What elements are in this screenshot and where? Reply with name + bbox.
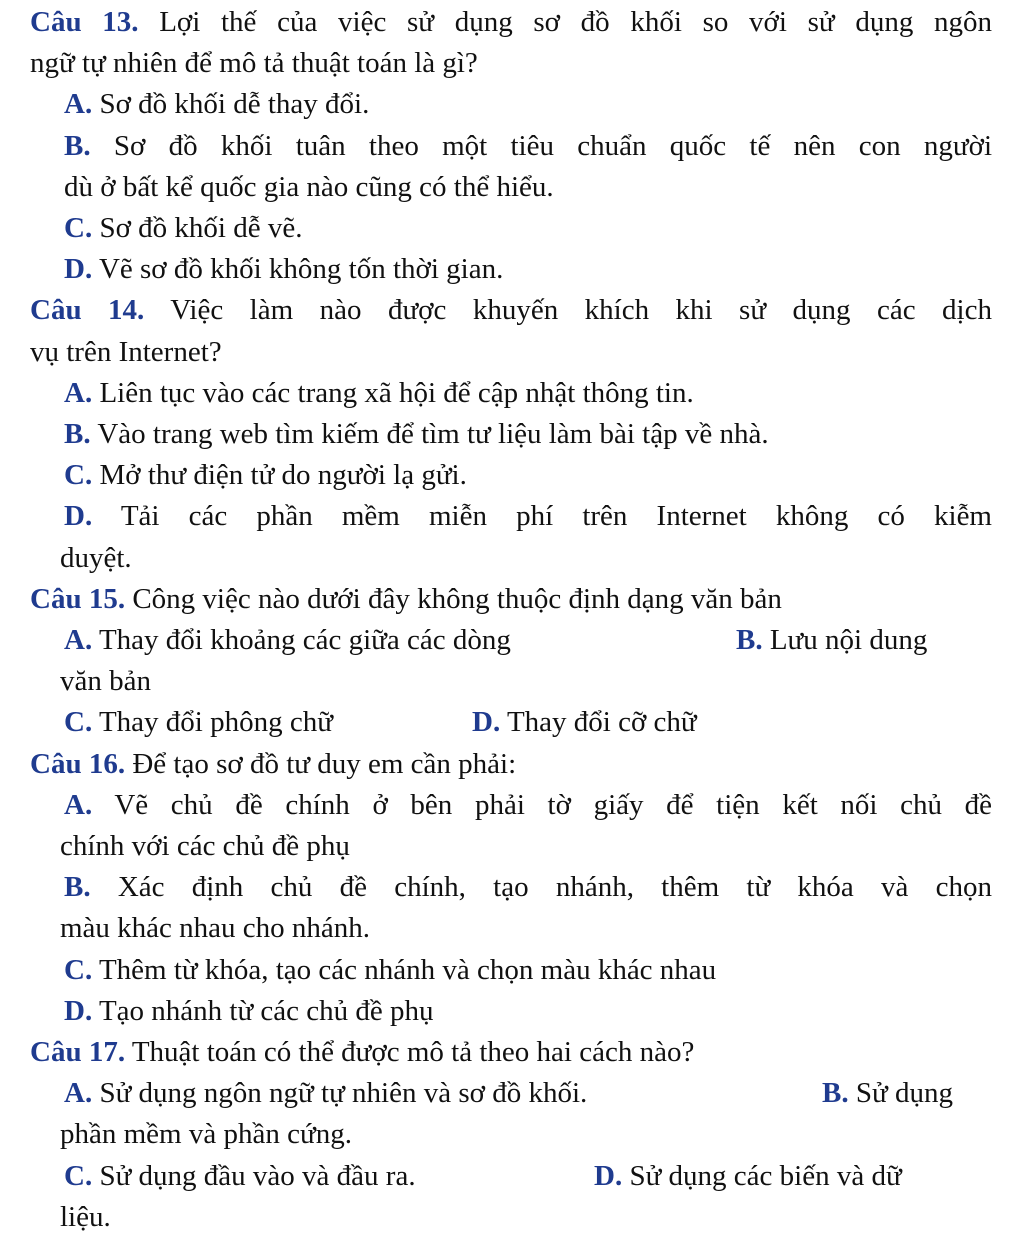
option-text: văn bản <box>60 665 151 698</box>
question-17-option-c <box>64 1156 594 1197</box>
option-letter: C. <box>64 212 93 245</box>
question-17-option-b <box>822 1073 953 1114</box>
option-text: phần mềm và phần cứng. <box>60 1118 352 1151</box>
option-text: chính với các chủ đề phụ <box>60 830 350 863</box>
option-letter: A. <box>64 88 93 121</box>
question-13-option-c <box>30 208 992 249</box>
option-text: Mở thư điện tử do người lạ gửi. <box>99 459 467 492</box>
option-letter: D. <box>64 253 93 286</box>
option-text: Vẽ chủ đề chính ở bên phải tờ giấy để tiện kết nối chủ đề <box>114 788 993 821</box>
option-letter: B. <box>64 418 91 451</box>
question-15-option-c <box>64 702 472 743</box>
option-text: liệu. <box>60 1200 111 1233</box>
option-letter: A. <box>64 1077 93 1110</box>
question-14-option-d-cont <box>30 538 992 579</box>
option-text: duyệt. <box>60 541 132 574</box>
question-16-option-d <box>30 991 992 1032</box>
question-16-text: Để tạo sơ đồ tư duy em cần phải: <box>132 747 517 780</box>
question-15-option-b-cont <box>30 661 992 702</box>
option-text: Thay đổi khoảng các giữa các dòng <box>98 624 511 657</box>
option-letter: A. <box>64 624 93 657</box>
question-13-title-cont <box>30 43 992 84</box>
option-letter: C. <box>64 1159 93 1192</box>
question-13-title <box>30 2 992 43</box>
question-16-title <box>30 744 992 785</box>
question-13-option-b <box>30 126 992 167</box>
option-text: Sơ đồ khối tuân theo một tiêu chuẩn quốc tế nên con người <box>113 129 992 162</box>
question-13-number: Câu 13. <box>30 6 139 38</box>
question-13-option-b-cont <box>30 167 992 208</box>
option-letter: B. <box>64 871 91 904</box>
option-text: Vẽ sơ đồ khối không tốn thời gian. <box>98 253 504 286</box>
option-text: Sử dụng ngôn ngữ tự nhiên và sơ đồ khối. <box>99 1077 588 1110</box>
option-letter: B. <box>736 624 763 657</box>
option-letter: D. <box>64 500 93 533</box>
question-16-option-b <box>30 867 992 908</box>
question-17-option-a <box>64 1073 822 1114</box>
question-16-option-a <box>30 785 992 826</box>
question-13-option-a <box>30 84 992 125</box>
question-14-title-cont <box>30 332 992 373</box>
question-17-option-b-cont <box>30 1114 992 1155</box>
option-text: Tải các phần mềm miễn phí trên Internet không có kiễm <box>120 500 992 533</box>
option-letter: C. <box>64 953 93 986</box>
question-15-option-d <box>472 702 697 743</box>
question-14-option-b <box>30 414 992 455</box>
option-text: Tạo nhánh từ các chủ đề phụ <box>98 994 434 1027</box>
option-letter: A. <box>64 788 93 821</box>
option-text: Thay đổi phông chữ <box>98 706 333 739</box>
question-15-number: Câu 15. <box>30 582 126 615</box>
question-17-option-d <box>594 1156 902 1197</box>
option-text: Sơ đồ khối dễ vẽ. <box>99 212 303 245</box>
question-14-number: Câu 14. <box>30 294 145 327</box>
option-letter: D. <box>472 706 501 739</box>
question-15-row-cd <box>30 702 992 743</box>
option-letter: C. <box>64 706 93 739</box>
option-text: Vào trang web tìm kiếm để tìm tư liệu làm bài tập về nhà. <box>97 418 769 451</box>
question-15-text: Công việc nào dưới đây không thuộc định dạng văn bản <box>132 582 782 615</box>
option-letter: D. <box>594 1159 623 1192</box>
question-17-number: Câu 17. <box>30 1036 126 1069</box>
question-14-option-d <box>30 496 992 537</box>
question-15-option-a <box>64 620 736 661</box>
option-text: Sử dụng <box>855 1077 953 1110</box>
question-13-text-line1: Lợi thế của việc sử dụng sơ đồ khối so với sử dụng ngôn <box>159 6 993 38</box>
option-letter: C. <box>64 459 93 492</box>
option-text: Lưu nội dung <box>769 624 928 657</box>
option-text: dù ở bất kể quốc gia nào cũng có thể hiểu. <box>64 170 554 203</box>
option-text: Xác định chủ đề chính, tạo nhánh, thêm từ khóa và chọn <box>117 871 992 904</box>
question-17-title <box>30 1032 992 1073</box>
question-14-option-c <box>30 455 992 496</box>
question-14-title <box>30 290 992 331</box>
option-text: Thêm từ khóa, tạo các nhánh và chọn màu khác nhau <box>98 953 717 986</box>
question-16-option-b-cont <box>30 908 992 949</box>
question-16-option-c <box>30 950 992 991</box>
question-17-row-cd <box>30 1156 992 1197</box>
option-text: Sơ đồ khối dễ thay đổi. <box>99 88 370 121</box>
question-15-title <box>30 579 992 620</box>
question-17-option-d-cont <box>30 1197 992 1238</box>
option-letter: A. <box>64 376 93 409</box>
question-14-option-a <box>30 373 992 414</box>
question-16-option-a-cont <box>30 826 992 867</box>
option-text: Liên tục vào các trang xã hội để cập nhật thông tin. <box>99 376 694 409</box>
question-13-option-d <box>30 249 992 290</box>
option-letter: B. <box>64 129 91 162</box>
option-letter: B. <box>822 1077 849 1110</box>
option-text: màu khác nhau cho nhánh. <box>60 912 371 945</box>
option-letter: D. <box>64 994 93 1027</box>
question-14-text-line2: vụ trên Internet? <box>30 335 222 368</box>
question-14-text-line1: Việc làm nào được khuyến khích khi sử dụng các dịch <box>170 294 992 327</box>
question-17-row-ab <box>30 1073 992 1114</box>
option-text: Thay đổi cỡ chữ <box>506 706 697 739</box>
question-17-text: Thuật toán có thể được mô tả theo hai cách nào? <box>131 1036 695 1069</box>
question-13-text-line2: ngữ tự nhiên để mô tả thuật toán là gì? <box>30 47 478 80</box>
question-15-option-b <box>736 620 927 661</box>
option-text: Sử dụng các biến và dữ <box>629 1159 902 1192</box>
question-16-number: Câu 16. <box>30 747 126 780</box>
option-text: Sử dụng đầu vào và đầu ra. <box>99 1159 416 1192</box>
question-15-row-ab <box>30 620 992 661</box>
